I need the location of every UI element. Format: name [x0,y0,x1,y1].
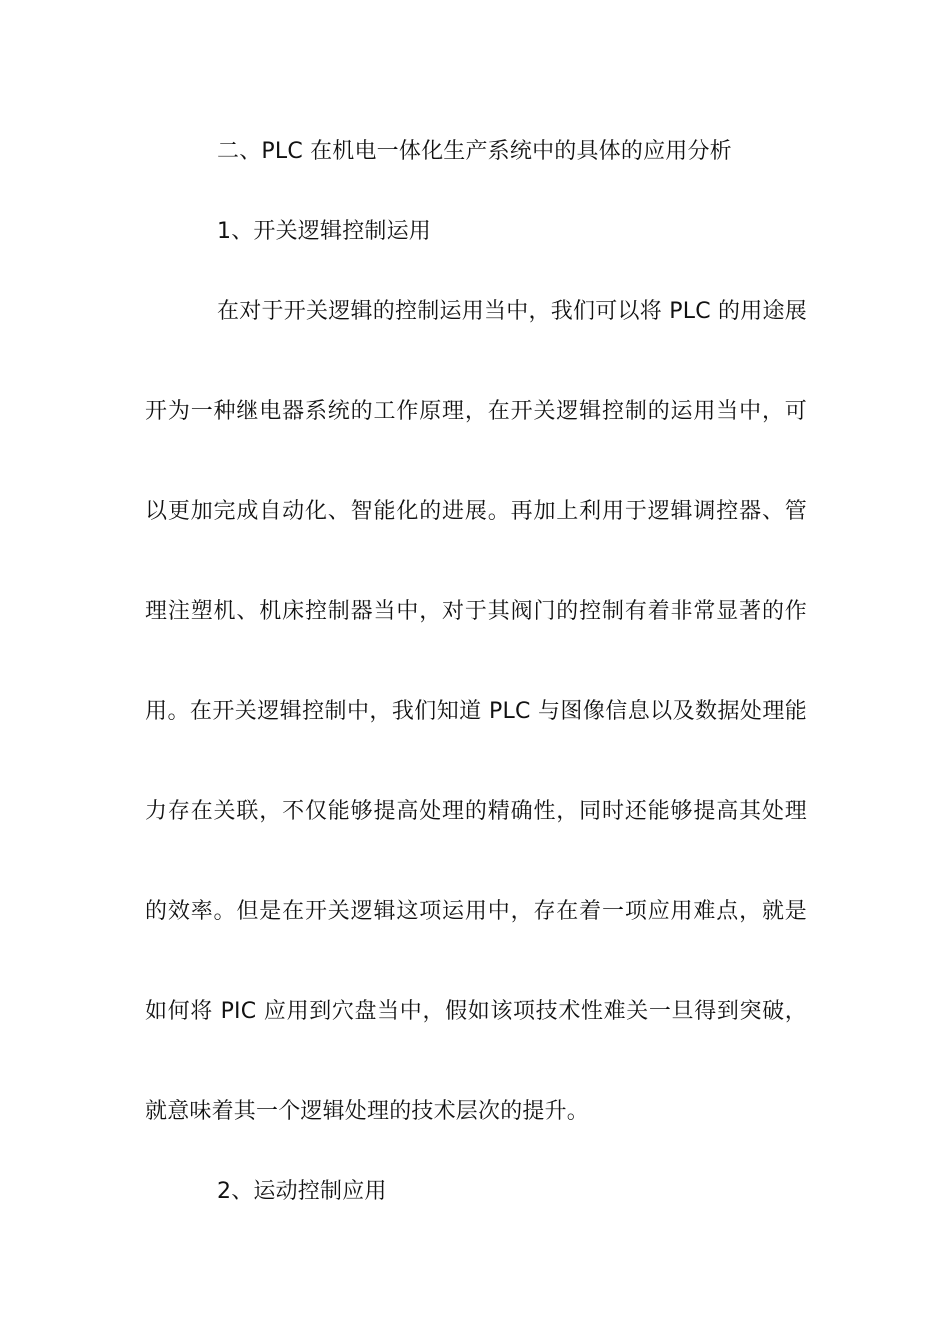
subheading-motion-control: 2、运动控制应用 [217,1179,387,1204]
paragraph-line: 力存在关联，不仅能够提高处理的精确性，同时还能够提高其处理 [145,799,807,824]
paragraph-line: 在对于开关逻辑的控制运用当中，我们可以将 PLC 的用途展 [217,299,807,324]
paragraph-line: 以更加完成自动化、智能化的进展。再加上利用于逻辑调控器、管 [145,499,807,524]
paragraph-line: 开为一种继电器系统的工作原理，在开关逻辑控制的运用当中，可 [145,399,807,424]
paragraph-line: 用。在开关逻辑控制中，我们知道 PLC 与图像信息以及数据处理能 [145,699,807,724]
paragraph-line: 理注塑机、机床控制器当中，对于其阀门的控制有着非常显著的作 [145,599,807,624]
paragraph-line-last: 就意味着其一个逻辑处理的技术层次的提升。 [145,1099,590,1124]
section-heading: 二、PLC 在机电一体化生产系统中的具体的应用分析 [217,139,732,164]
paragraph-line: 如何将 PIC 应用到穴盘当中，假如该项技术性难关一旦得到突破， [145,999,807,1024]
paragraph-line: 的效率。但是在开关逻辑这项运用中，存在着一项应用难点，就是 [145,899,807,924]
subheading-switch-logic-control: 1、开关逻辑控制运用 [217,219,431,244]
